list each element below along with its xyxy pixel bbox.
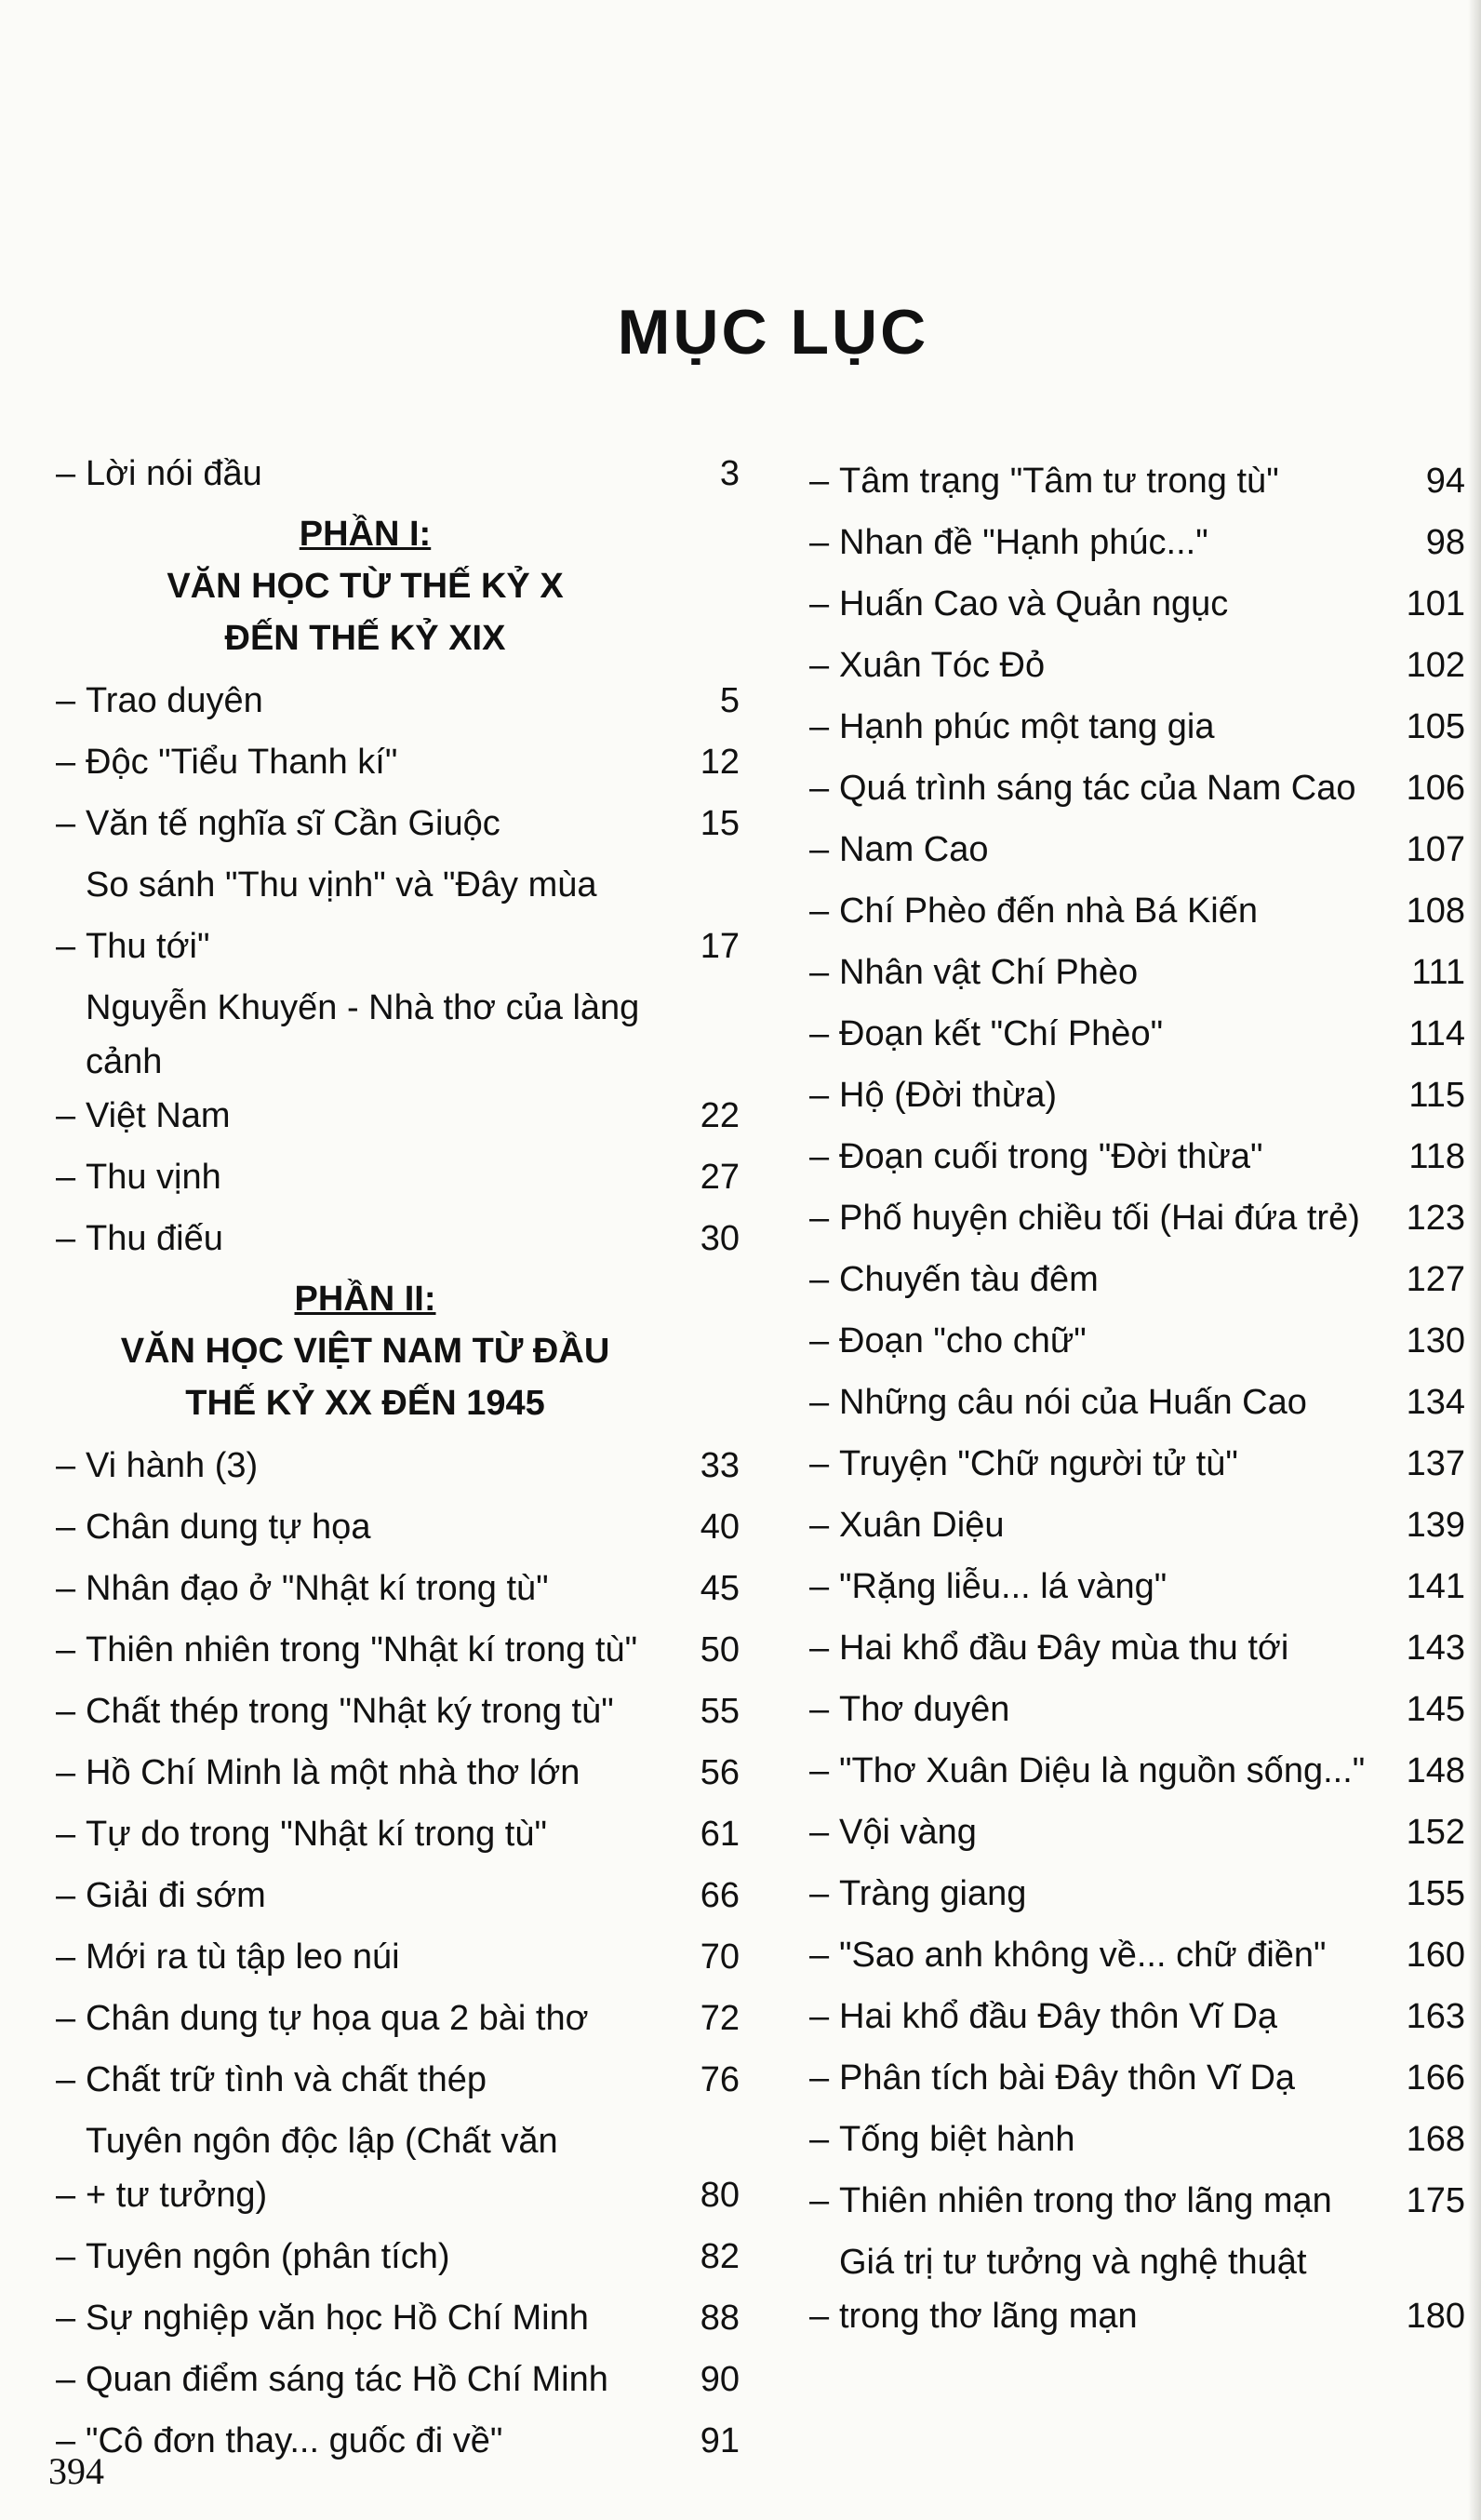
toc-entry[interactable] [809, 2170, 1465, 2232]
entry-title: "Rặng liễu... lá vàng" [839, 1567, 1167, 1606]
entry-page: 94 [1425, 462, 1465, 501]
entry-title: Văn tế nghĩa sĩ Cần Giuộc [86, 804, 500, 843]
dash-marker: – [809, 2058, 830, 2098]
dash-marker: – [56, 1937, 76, 1977]
toc-entry[interactable] [809, 1740, 1465, 1802]
entry-page: 127 [1406, 1260, 1465, 1299]
toc-entry[interactable] [809, 1556, 1465, 1617]
entry-page: 108 [1406, 891, 1465, 931]
dash-marker: – [56, 1630, 76, 1669]
dash-marker: – [56, 743, 76, 782]
entry-page: 76 [700, 2060, 740, 2099]
dash-marker: – [809, 707, 830, 746]
toc-entry[interactable] [809, 696, 1465, 757]
right-entries [809, 450, 1465, 2347]
entry-title: Tuyên ngôn độc lập (Chất văn + tư tưởng) [86, 2122, 558, 2215]
toc-entry[interactable] [56, 1146, 740, 1208]
dash-marker: – [809, 584, 830, 623]
entry-page: 105 [1406, 707, 1465, 746]
entry-page: 114 [1408, 1014, 1465, 1053]
dash-marker: – [56, 1876, 76, 1915]
entry-title: "Thơ Xuân Diệu là nguồn sống..." [839, 1751, 1366, 1790]
dash-marker: – [56, 1508, 76, 1547]
dash-marker: – [56, 1815, 76, 1854]
entry-page: 66 [700, 1876, 740, 1915]
entry-page: 148 [1406, 1751, 1465, 1790]
entry-title: Phố huyện chiều tối (Hai đứa trẻ) [839, 1199, 1360, 1238]
entry-page: 22 [700, 1096, 740, 1135]
dash-marker: – [56, 681, 76, 720]
entry-page: 115 [1408, 1076, 1465, 1115]
entry-title: Nam Cao [839, 830, 989, 869]
part-subtitle: THẾ KỶ XX ĐẾN 1945 [185, 1384, 545, 1423]
toc-entry[interactable] [56, 1619, 740, 1681]
entry-page: 88 [700, 2299, 740, 2338]
part-subtitle: ĐẾN THẾ KỶ XIX [224, 619, 506, 658]
dash-marker: – [56, 1158, 76, 1197]
entry-page: 160 [1406, 1936, 1465, 1975]
dash-marker: – [56, 1446, 76, 1485]
dash-marker: – [56, 927, 76, 966]
entry-title: Đoạn cuối trong "Đời thừa" [839, 1137, 1263, 1176]
toc-entry[interactable] [56, 1803, 740, 1865]
entry-page: 141 [1406, 1567, 1465, 1606]
entry-title: Xuân Tóc Đỏ [839, 646, 1046, 685]
entry-page: 106 [1406, 769, 1465, 808]
entry-page: 30 [700, 1219, 740, 1258]
entry-page: 17 [700, 927, 740, 966]
entry-title: Giải đi sớm [86, 1876, 266, 1915]
dash-marker: – [56, 2060, 76, 2099]
entry-title: Sự nghiệp văn học Hồ Chí Minh [86, 2299, 589, 2338]
entry-page: 5 [719, 681, 740, 720]
toc-entry[interactable] [809, 450, 1465, 512]
entry-page: 15 [700, 804, 740, 843]
entry-title: Tống biệt hành [839, 2120, 1075, 2159]
toc-entry[interactable] [56, 2410, 740, 2472]
toc-entry[interactable] [809, 573, 1465, 635]
entry-page: 134 [1406, 1383, 1465, 1422]
entry-page: 55 [700, 1692, 740, 1731]
toc-entry[interactable] [809, 880, 1465, 942]
toc-entry-preface[interactable] [56, 443, 740, 504]
toc-entry[interactable] [809, 1863, 1465, 1924]
dash-marker: – [809, 1199, 830, 1238]
dash-marker: – [809, 2120, 830, 2159]
toc-entry[interactable] [809, 2232, 1465, 2347]
dash-marker: – [809, 523, 830, 562]
part-subtitle: VĂN HỌC TỪ THẾ KỶ X [167, 567, 564, 606]
toc-entry[interactable] [56, 977, 740, 1146]
entry-title: Truyện "Chữ người tử tù" [839, 1444, 1238, 1483]
entry-title: Hồ Chí Minh là một nhà thơ lớn [86, 1753, 580, 1792]
dash-marker: – [809, 1567, 830, 1606]
entry-page: 90 [700, 2360, 740, 2399]
toc-entry[interactable] [56, 793, 740, 854]
entry-page: 107 [1406, 830, 1465, 869]
entry-title: Độc "Tiểu Thanh kí" [86, 743, 398, 782]
toc-entry[interactable] [56, 1558, 740, 1619]
entry-page: 50 [700, 1630, 740, 1669]
entry-page: 137 [1406, 1444, 1465, 1483]
toc-entry[interactable] [809, 1310, 1465, 1372]
entry-title: Những câu nói của Huấn Cao [839, 1383, 1307, 1422]
entry-title: Chân dung tự họa qua 2 bài thơ [86, 1999, 589, 2038]
dash-marker: – [809, 1444, 830, 1483]
entry-title: Trao duyên [86, 681, 263, 720]
toc-entry[interactable] [809, 635, 1465, 696]
entry-page: 102 [1406, 646, 1465, 685]
dash-marker: – [809, 1076, 830, 1115]
dash-marker: – [809, 953, 830, 992]
dash-marker: – [809, 1014, 830, 1053]
toc-entry[interactable] [56, 854, 740, 977]
toc-entry[interactable] [809, 1495, 1465, 1556]
entry-title: Tâm trạng "Tâm tư trong tù" [839, 462, 1279, 501]
dash-marker: – [809, 2181, 830, 2220]
dash-marker: – [56, 2360, 76, 2399]
toc-entry[interactable] [809, 2109, 1465, 2170]
entry-page: 80 [700, 2176, 740, 2215]
dash-marker: – [56, 2299, 76, 2338]
entry-title: Thơ duyên [839, 1690, 1010, 1729]
entry-title: Chân dung tự họa [86, 1508, 371, 1547]
entry-title: Vi hành (3) [86, 1446, 259, 1485]
entry-title: "Sao anh không về... chữ điền" [839, 1936, 1327, 1975]
part-2-entries [56, 1435, 740, 2472]
part-label: PHẦN I: [299, 515, 432, 554]
entry-page: 33 [700, 1446, 740, 1485]
toc-entry[interactable] [56, 670, 740, 731]
dash-marker: – [809, 1936, 830, 1975]
dash-marker: – [56, 804, 76, 843]
entry-page: 3 [719, 454, 740, 493]
entry-page: 56 [700, 1753, 740, 1792]
dash-marker: – [809, 1506, 830, 1545]
entry-title: Tràng giang [839, 1874, 1027, 1913]
toc-entry[interactable] [809, 757, 1465, 819]
entry-title: Chuyến tàu đêm [839, 1260, 1099, 1299]
entry-page: 145 [1406, 1690, 1465, 1729]
entry-title: Đoạn kết "Chí Phèo" [839, 1014, 1164, 1053]
dash-marker: – [56, 2237, 76, 2276]
entry-page: 123 [1406, 1199, 1465, 1238]
toc-entry[interactable] [56, 1865, 740, 1926]
toc-entry[interactable] [56, 1926, 740, 1988]
toc-entry[interactable] [809, 1065, 1465, 1126]
toc-entry[interactable] [56, 2226, 740, 2287]
toc-entry[interactable] [56, 1681, 740, 1742]
entry-page: 168 [1406, 2120, 1465, 2159]
entry-title: Mới ra tù tập leo núi [86, 1937, 400, 1977]
toc-right-column [809, 450, 1465, 2347]
page-number: 394 [48, 2450, 104, 2492]
entry-page: 27 [700, 1158, 740, 1197]
entry-page: 91 [700, 2421, 740, 2460]
entry-title: Nhân đạo ở "Nhật kí trong tù" [86, 1569, 549, 1608]
part-subtitle: VĂN HỌC VIỆT NAM TỪ ĐẦU [120, 1332, 610, 1371]
entry-page: 139 [1406, 1506, 1465, 1545]
entry-page: 82 [700, 2237, 740, 2276]
dash-marker: – [56, 1753, 76, 1792]
entry-title: Tự do trong "Nhật kí trong tù" [86, 1815, 547, 1854]
dash-marker: – [809, 830, 830, 869]
part-2-heading [56, 1273, 740, 1429]
entry-page: 72 [700, 1999, 740, 2038]
dash-marker: – [809, 462, 830, 501]
entry-title: Nguyễn Khuyến - Nhà thơ của làng cảnh Việt Nam [86, 988, 640, 1135]
entry-page: 45 [700, 1569, 740, 1608]
entry-title: Chất trữ tình và chất thép [86, 2060, 487, 2099]
entry-title: Tuyên ngôn (phân tích) [86, 2237, 450, 2276]
entry-page: 118 [1408, 1137, 1465, 1176]
entry-title: Hai khổ đầu Đây thôn Vĩ Dạ [839, 1997, 1278, 2036]
page-title: MỤC LỤC [617, 297, 929, 368]
entry-title: Chất thép trong "Nhật ký trong tù" [86, 1692, 614, 1731]
entry-page: 163 [1406, 1997, 1465, 2036]
dash-marker: – [56, 2176, 76, 2215]
dash-marker: – [56, 1219, 76, 1258]
dash-marker: – [809, 1321, 830, 1361]
entry-title: Xuân Diệu [839, 1506, 1005, 1545]
entry-title: "Cô đơn thay... guốc đi về" [86, 2421, 503, 2460]
part-label: PHẦN II: [294, 1280, 436, 1319]
toc-entry[interactable] [56, 1988, 740, 2049]
toc-entry[interactable] [809, 1986, 1465, 2047]
entry-page: 98 [1425, 523, 1465, 562]
toc-entry[interactable] [809, 819, 1465, 880]
entry-page: 111 [1411, 953, 1465, 992]
toc-entry[interactable] [56, 2349, 740, 2410]
entry-page: 180 [1406, 2297, 1465, 2336]
toc-entry[interactable] [809, 1924, 1465, 1986]
part-1-entries [56, 670, 740, 1269]
entry-page: 70 [700, 1937, 740, 1977]
entry-page: 130 [1406, 1321, 1465, 1361]
toc-entry[interactable] [56, 1208, 740, 1269]
entry-page: 40 [700, 1508, 740, 1547]
toc-entry[interactable] [809, 2047, 1465, 2109]
dash-marker: – [809, 1997, 830, 2036]
toc-entry[interactable] [56, 2111, 740, 2226]
dash-marker: – [809, 1751, 830, 1790]
toc-entry[interactable] [56, 1435, 740, 1496]
toc-entry[interactable] [809, 1372, 1465, 1433]
scan-edge [1468, 0, 1481, 2520]
entry-title: Giá trị tư tưởng và nghệ thuật trong thơ lãng mạn [839, 2243, 1307, 2336]
entry-title: Lời nói đầu [86, 454, 262, 493]
dash-marker: – [56, 454, 76, 493]
entry-title: Nhân vật Chí Phèo [839, 953, 1139, 992]
toc-entry[interactable] [809, 1617, 1465, 1679]
entry-page: 155 [1406, 1874, 1465, 1913]
dash-marker: – [809, 769, 830, 808]
entry-title: Vội vàng [839, 1813, 977, 1852]
entry-title: Hai khổ đầu Đây mùa thu tới [839, 1629, 1289, 1668]
toc-entry[interactable] [809, 1679, 1465, 1740]
dash-marker: – [809, 1629, 830, 1668]
dash-marker: – [56, 1096, 76, 1135]
entry-title: So sánh "Thu vịnh" và "Đây mùa Thu tới" [86, 865, 597, 966]
entry-title: Thu vịnh [86, 1158, 221, 1197]
entry-title: Phân tích bài Đây thôn Vĩ Dạ [839, 2058, 1296, 2098]
dash-marker: – [56, 1569, 76, 1608]
entry-page: 101 [1406, 584, 1465, 623]
toc-entry[interactable] [809, 1433, 1465, 1495]
dash-marker: – [809, 1813, 830, 1852]
toc-entry[interactable] [56, 2049, 740, 2111]
entry-title: Thu điếu [86, 1219, 223, 1258]
dash-marker: – [809, 1383, 830, 1422]
toc-entry[interactable] [809, 512, 1465, 573]
entry-page: 143 [1406, 1629, 1465, 1668]
dash-marker: – [809, 2297, 830, 2336]
entry-page: 166 [1406, 2058, 1465, 2098]
entry-title: Đoạn "cho chữ" [839, 1321, 1087, 1361]
toc-left-column [56, 443, 740, 2472]
entry-title: Quan điểm sáng tác Hồ Chí Minh [86, 2360, 608, 2399]
dash-marker: – [809, 1690, 830, 1729]
toc-entry[interactable] [56, 731, 740, 793]
entry-page: 61 [700, 1815, 740, 1854]
entry-page: 12 [700, 743, 740, 782]
dash-marker: – [56, 1999, 76, 2038]
dash-marker: – [809, 1260, 830, 1299]
toc-entry[interactable] [56, 1742, 740, 1803]
entry-title: Huấn Cao và Quản ngục [839, 584, 1229, 623]
toc-entry[interactable] [56, 1496, 740, 1558]
entry-title: Hạnh phúc một tang gia [839, 707, 1215, 746]
dash-marker: – [56, 2421, 76, 2460]
entry-page: 152 [1406, 1813, 1465, 1852]
dash-marker: – [809, 891, 830, 931]
entry-title: Thiên nhiên trong "Nhật kí trong tù" [86, 1630, 638, 1669]
toc-entry[interactable] [809, 1126, 1465, 1187]
entry-title: Thiên nhiên trong thơ lãng mạn [839, 2181, 1332, 2220]
toc-entry[interactable] [809, 1187, 1465, 1249]
dash-marker: – [809, 1874, 830, 1913]
toc-entry[interactable] [809, 1802, 1465, 1863]
toc-entry[interactable] [56, 2287, 740, 2349]
entry-title: Quá trình sáng tác của Nam Cao [839, 769, 1356, 808]
dash-marker: – [809, 1137, 830, 1176]
entry-title: Hộ (Đời thừa) [839, 1076, 1058, 1115]
toc-entry[interactable] [809, 942, 1465, 1003]
toc-entry[interactable] [809, 1003, 1465, 1065]
dash-marker: – [56, 1692, 76, 1731]
entry-title: Nhan đề "Hạnh phúc..." [839, 523, 1208, 562]
part-1-heading [56, 508, 740, 664]
entry-page: 175 [1406, 2181, 1465, 2220]
dash-marker: – [809, 646, 830, 685]
toc-entry[interactable] [809, 1249, 1465, 1310]
entry-title: Chí Phèo đến nhà Bá Kiến [839, 891, 1259, 931]
